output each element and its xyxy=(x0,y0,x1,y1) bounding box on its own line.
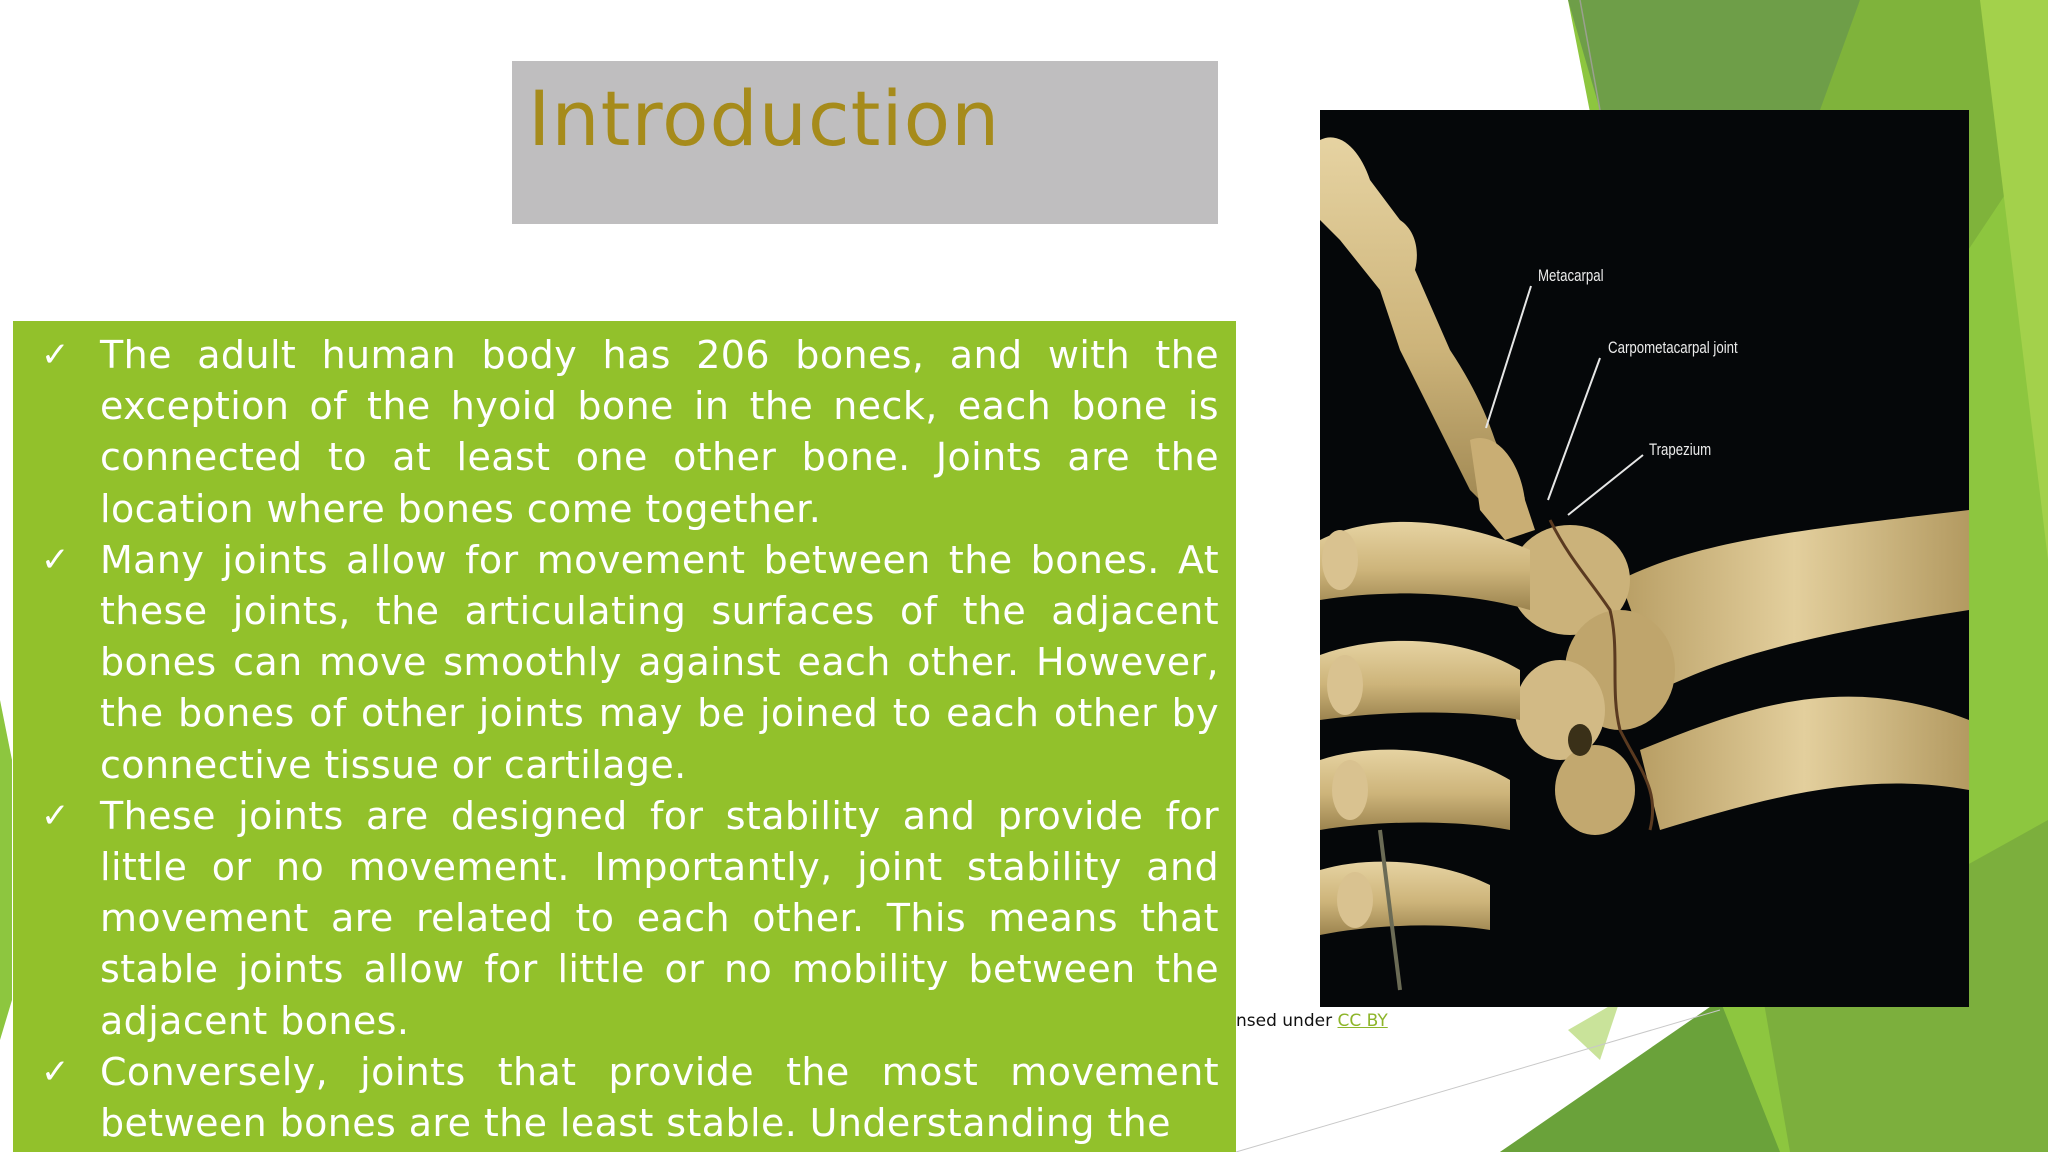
label-carpometacarpal-joint: Carpometacarpal joint xyxy=(1608,338,1738,357)
credit-text: nsed under xyxy=(1236,1011,1338,1031)
check-icon: ✓ xyxy=(41,539,70,580)
slide-title: Introduction xyxy=(528,74,1001,163)
check-icon: ✓ xyxy=(41,795,70,836)
cc-by-link[interactable]: CC BY xyxy=(1337,1011,1388,1031)
bullet-text: Conversely, joints that provide the most movement between bones are the least stable. Understanding the xyxy=(100,1049,1219,1146)
bullet-item xyxy=(29,1047,1219,1149)
bullet-item xyxy=(29,791,1219,1047)
bullet-item xyxy=(29,535,1219,791)
bullet-item xyxy=(29,330,1219,535)
image-credit xyxy=(1236,1011,1388,1031)
bullet-text: These joints are designed for stability and provide for little or no movement. Importantly, joint stability and movement are related to each other. This means that stable joints allow for little or no mobility between the adjacent bones. xyxy=(100,793,1219,1043)
bullet-list xyxy=(29,330,1219,1149)
bullet-text: Many joints allow for movement between the bones. At these joints, the articulating surfaces of the adjacent bones can move smoothly against each other. However, the bones of other joints may be joined to each other by connective tissue or cartilage. xyxy=(100,537,1219,787)
hand-skeleton-image xyxy=(1320,110,1969,1007)
content-panel xyxy=(13,321,1236,1152)
label-metacarpal: Metacarpal xyxy=(1538,266,1604,285)
title-placeholder xyxy=(512,61,1218,224)
bullet-text: The adult human body has 206 bones, and with the exception of the hyoid bone in the neck, each bone is connected to at least one other bone. Joints are the location where bones come together. xyxy=(100,333,1219,531)
hand-bones-illustration xyxy=(1320,110,1969,1007)
check-icon: ✓ xyxy=(41,335,70,375)
check-icon: ✓ xyxy=(41,1051,70,1092)
label-trapezium: Trapezium xyxy=(1649,440,1712,459)
